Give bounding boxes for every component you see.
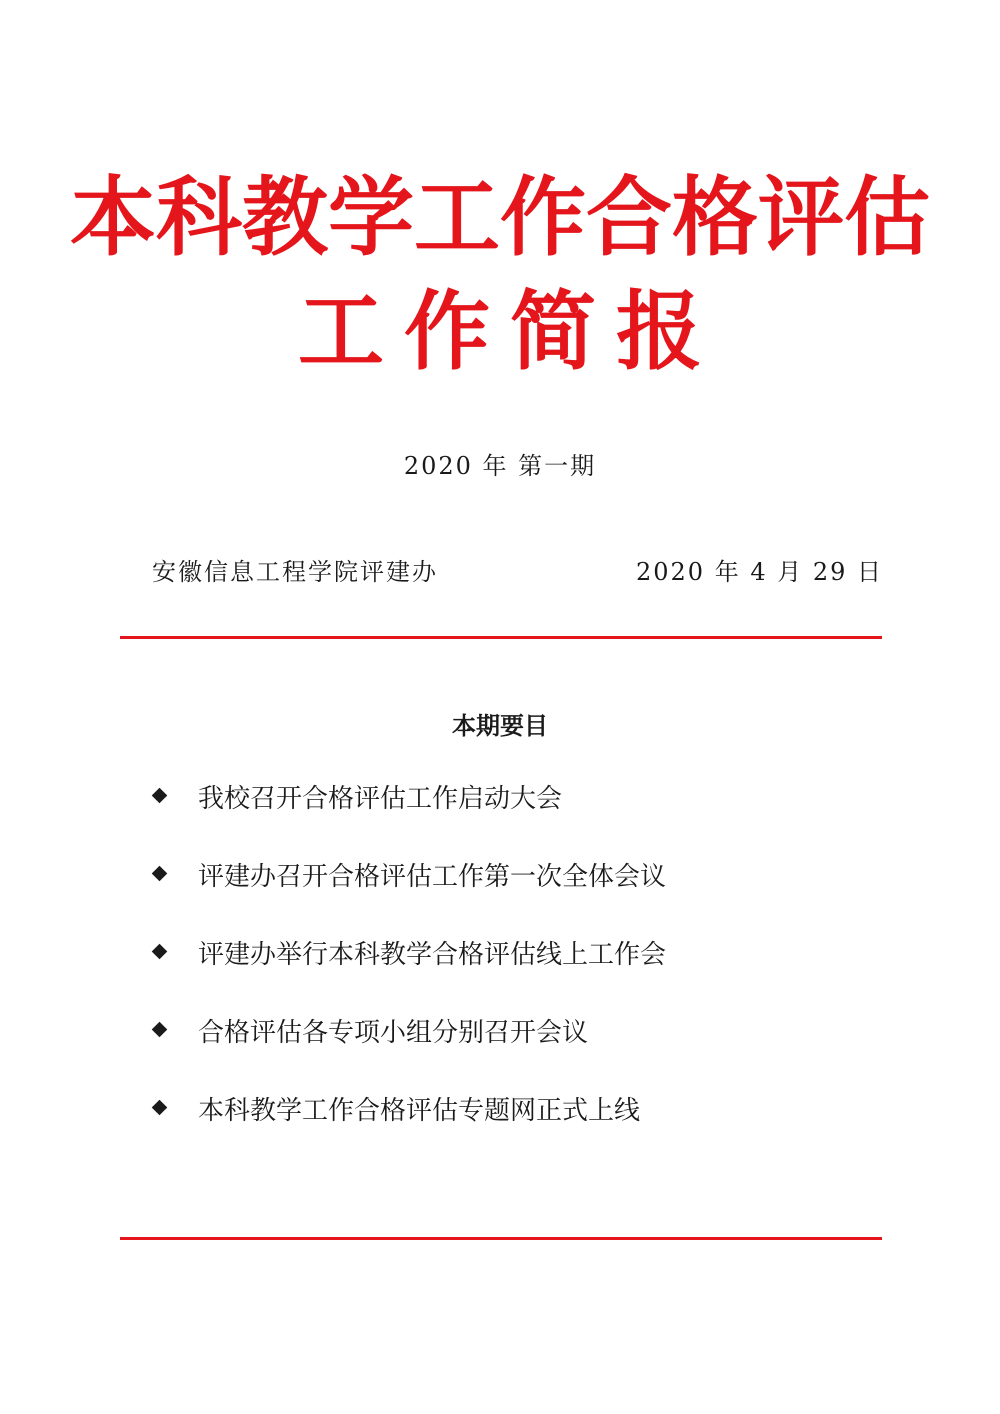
issue-number: 2020 年 第一期 xyxy=(403,452,597,480)
toc-item-text: 合格评估各专项小组分别召开会议 xyxy=(198,1017,589,1048)
issue-date: 2020 年 4 月 29 日 xyxy=(636,558,884,586)
toc-item-text: 评建办召开合格评估工作第一次全体会议 xyxy=(198,861,667,892)
diamond-bullet-icon xyxy=(152,866,168,882)
toc-item-text: 我校召开合格评估工作启动大会 xyxy=(198,783,563,814)
toc-item xyxy=(152,932,666,972)
top-divider xyxy=(120,636,882,639)
diamond-bullet-icon xyxy=(152,788,168,804)
toc-heading: 本期要目 xyxy=(452,712,548,740)
toc-item-text: 评建办举行本科教学合格评估线上工作会 xyxy=(198,939,667,970)
issuer-name: 安徽信息工程学院评建办 xyxy=(152,558,438,586)
toc-item xyxy=(152,776,666,816)
diamond-bullet-icon xyxy=(152,1022,168,1038)
toc-item xyxy=(152,1088,666,1128)
diamond-bullet-icon xyxy=(152,1100,168,1116)
toc-item-text: 本科教学工作合格评估专题网正式上线 xyxy=(198,1095,641,1126)
bottom-divider xyxy=(120,1237,882,1240)
diamond-bullet-icon xyxy=(152,944,168,960)
toc-item xyxy=(152,1010,666,1050)
bulletin-title-line1: 本科教学工作合格评估 xyxy=(70,168,930,268)
toc-list xyxy=(152,776,666,1166)
toc-item xyxy=(152,854,666,894)
bulletin-title-line2: 工作简报 xyxy=(298,282,722,382)
